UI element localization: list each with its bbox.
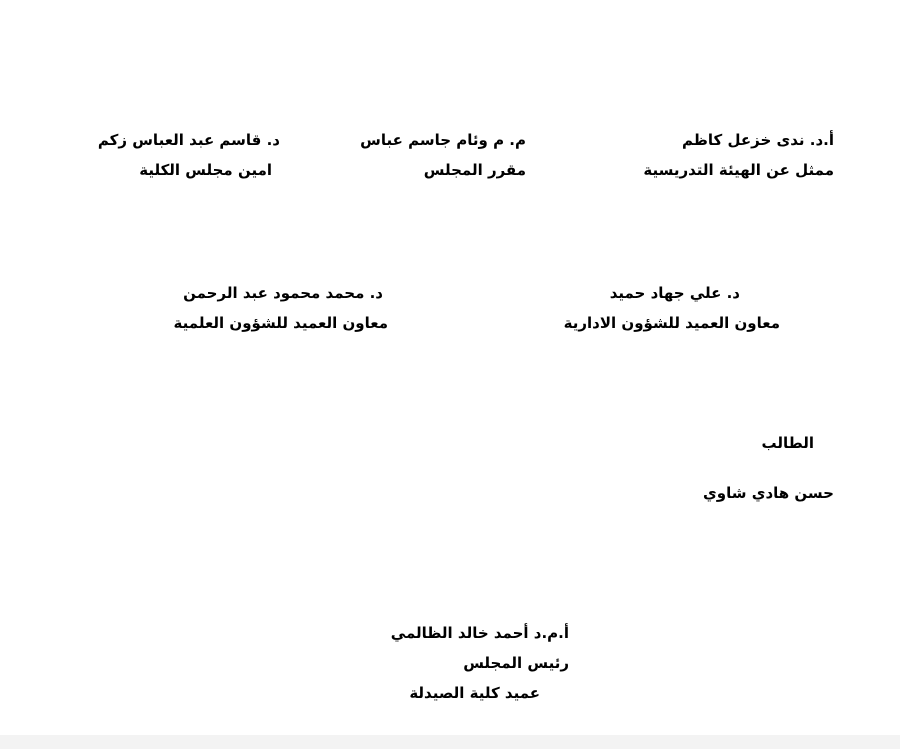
signatory-name: د. محمد محمود عبد الرحمن	[183, 284, 383, 302]
signatory-name: أ.م.د أحمد خالد الظالمي	[390, 624, 569, 642]
signature-block-qasim	[98, 125, 280, 185]
signature-block-student	[703, 428, 834, 508]
signature-block-ali	[564, 278, 780, 338]
signatory-role: مقرر المجلس	[423, 161, 526, 179]
signatory-role: رئيس المجلس	[463, 654, 569, 672]
signature-block-nada	[643, 125, 834, 185]
signatory-name: د. علي جهاد حميد	[609, 284, 740, 302]
student-name: حسن هادي شاوي	[703, 484, 834, 502]
signature-block-dean	[391, 618, 569, 708]
student-label: الطالب	[761, 434, 814, 452]
signatory-role: ممثل عن الهيئة التدريسية	[643, 161, 834, 179]
signature-block-mohammed	[174, 278, 388, 338]
signature-block-wiam	[360, 125, 526, 185]
signatory-name: م. م وئام جاسم عباس	[360, 131, 526, 149]
signatory-role: امين مجلس الكلية	[139, 161, 272, 179]
signatory-role: معاون العميد للشؤون العلمية	[173, 314, 388, 332]
signatory-name: أ.د. ندى خزعل كاظم	[682, 131, 834, 149]
signatory-title: عميد كلية الصيدلة	[409, 684, 540, 702]
signatory-role: معاون العميد للشؤون الادارية	[563, 314, 780, 332]
signatory-name: د. قاسم عبد العباس زكم	[97, 131, 280, 149]
page-bottom-edge	[0, 735, 900, 749]
